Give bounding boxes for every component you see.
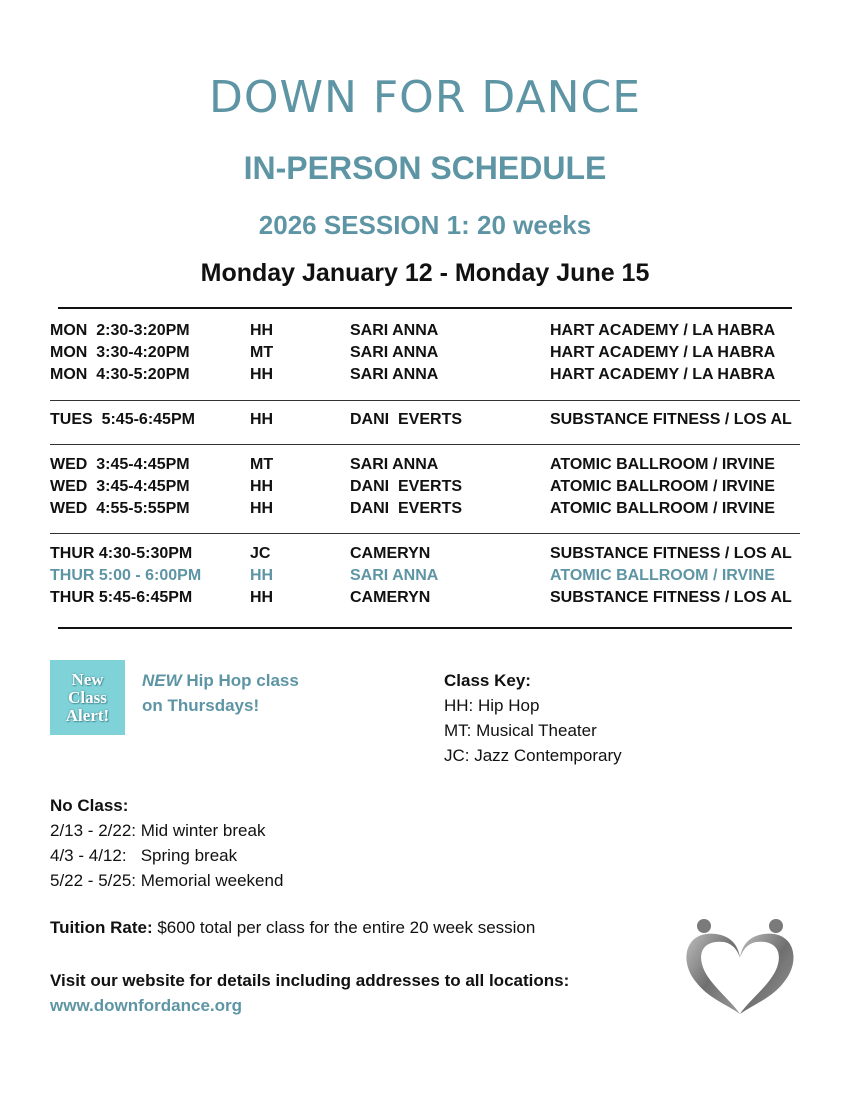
schedule-class: HH (250, 500, 274, 517)
new-class-alert-badge (50, 660, 125, 735)
schedule-day-time: MON 2:30-3:20PM (50, 322, 190, 339)
schedule-row (50, 500, 810, 522)
schedule-class: MT (250, 456, 274, 473)
schedule-class: HH (250, 589, 274, 606)
schedule-teacher: CAMERYN (350, 545, 431, 562)
badge-line: Alert! (65, 705, 110, 725)
schedule-teacher: DANI EVERTS (350, 500, 463, 517)
schedule-teacher: CAMERYN (350, 589, 431, 606)
divider-mon-tues (50, 400, 800, 401)
tuition-rate (50, 918, 535, 938)
schedule-teacher: DANI EVERTS (350, 411, 463, 428)
class-key-item: HH: Hip Hop (444, 696, 540, 715)
schedule-location: HART ACADEMY / LA HABRA (550, 344, 776, 361)
badge-line: Class (68, 687, 107, 707)
schedule-class: HH (250, 411, 274, 428)
schedule-location: HART ACADEMY / LA HABRA (550, 366, 776, 383)
schedule-location: ATOMIC BALLROOM / IRVINE (550, 500, 775, 517)
schedule-row (50, 456, 810, 478)
class-key-item: JC: Jazz Contemporary (444, 746, 622, 765)
brand-title: DOWN FOR DANCE (208, 72, 642, 123)
promo-line2: on Thursdays! (142, 696, 260, 715)
website-link[interactable]: www.downfordance.org (50, 996, 243, 1015)
schedule-class: HH (250, 567, 274, 584)
no-class-item: 2/13 - 2/22: Mid winter break (50, 821, 266, 840)
no-class-item: 5/22 - 5/25: Memorial weekend (50, 871, 284, 890)
schedule-location: SUBSTANCE FITNESS / LOS AL (550, 589, 792, 606)
schedule-location: ATOMIC BALLROOM / IRVINE (550, 456, 775, 473)
schedule-row (50, 344, 810, 366)
schedule-teacher: SARI ANNA (350, 344, 439, 361)
divider-top (58, 307, 792, 309)
schedule-subtitle: IN-PERSON SCHEDULE (243, 150, 607, 186)
schedule-day-time: MON 4:30-5:20PM (50, 366, 190, 383)
session-title: 2026 SESSION 1: 20 weeks (258, 210, 592, 240)
promo-line1: Hip Hop class (181, 671, 299, 690)
schedule-location: SUBSTANCE FITNESS / LOS AL (550, 411, 792, 428)
tuition-label: Tuition Rate: (50, 918, 153, 937)
schedule-location: SUBSTANCE FITNESS / LOS AL (550, 545, 792, 562)
promo-new: NEW (142, 671, 182, 690)
no-class-item: 4/3 - 4/12: Spring break (50, 846, 238, 865)
schedule-class: JC (250, 545, 271, 562)
schedule-class: HH (250, 322, 274, 339)
class-key-title: Class Key: (444, 671, 531, 690)
schedule-teacher: SARI ANNA (350, 322, 439, 339)
schedule-row (50, 545, 810, 567)
website-info (50, 968, 569, 1018)
schedule-class: HH (250, 478, 274, 495)
schedule-row (50, 567, 810, 589)
divider-wed-thur (50, 533, 800, 534)
schedule-day-time: THUR 5:00 - 6:00PM (50, 567, 202, 584)
schedule-day-time: MON 3:30-4:20PM (50, 344, 190, 361)
schedule-row (50, 322, 810, 344)
schedule-row (50, 589, 810, 611)
badge-line: New (71, 669, 104, 689)
visit-text: Visit our website for details including addresses to all locations: (50, 971, 570, 990)
schedule-day-time: THUR 5:45-6:45PM (50, 589, 193, 606)
schedule-day-time: WED 4:55-5:55PM (50, 500, 190, 517)
schedule-row (50, 366, 810, 388)
class-key (444, 668, 622, 768)
schedule-teacher: DANI EVERTS (350, 478, 463, 495)
schedule-class: MT (250, 344, 274, 361)
schedule-teacher: SARI ANNA (350, 567, 439, 584)
class-key-item: MT: Musical Theater (444, 721, 597, 740)
schedule-row (50, 411, 810, 433)
schedule-location: HART ACADEMY / LA HABRA (550, 322, 776, 339)
schedule-day-time: WED 3:45-4:45PM (50, 478, 190, 495)
no-class-title: No Class: (50, 796, 129, 815)
divider-bottom (58, 627, 792, 629)
schedule-day-time: WED 3:45-4:45PM (50, 456, 190, 473)
dancers-heart-logo-icon (676, 912, 806, 1022)
no-class-list (50, 793, 283, 893)
schedule-day-time: THUR 4:30-5:30PM (50, 545, 193, 562)
schedule-day-time: TUES 5:45-6:45PM (50, 411, 195, 428)
schedule-location: ATOMIC BALLROOM / IRVINE (550, 567, 775, 584)
schedule-teacher: SARI ANNA (350, 456, 439, 473)
new-class-promo (142, 668, 299, 718)
tuition-text: $600 total per class for the entire 20 week session (152, 918, 536, 937)
session-dates: Monday January 12 - Monday June 15 (200, 259, 650, 287)
schedule-teacher: SARI ANNA (350, 366, 439, 383)
schedule-class: HH (250, 366, 274, 383)
schedule-location: ATOMIC BALLROOM / IRVINE (550, 478, 775, 495)
schedule-row (50, 478, 810, 500)
divider-tues-wed (50, 444, 800, 445)
